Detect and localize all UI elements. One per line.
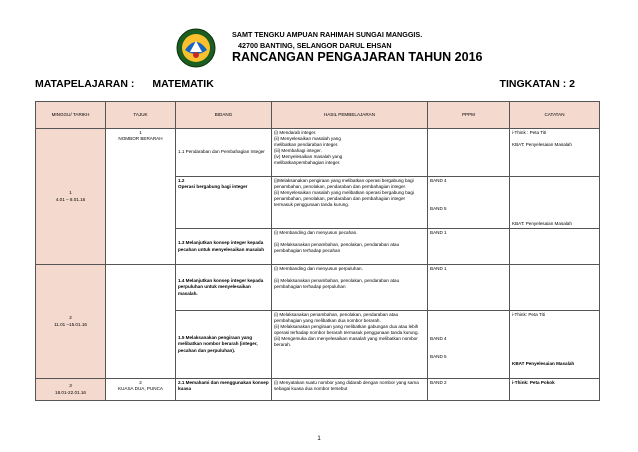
table-row <box>36 265 600 311</box>
notes-line: KBAT Penyelesaian Masalah <box>512 361 575 367</box>
week-date: 11.01 –15.01.16 <box>54 321 87 327</box>
pppm-band: BAND 4 <box>430 178 447 183</box>
week-cell <box>36 265 106 379</box>
pppm-band: BAND 5 <box>430 354 447 360</box>
topic-title: KUASA DUA, PUNCA <box>118 386 163 392</box>
notes-cell: KBAT: Penyelesaian Masalah <box>510 177 600 229</box>
notes-cell <box>510 265 600 311</box>
col-header-outcome: HASIL PEMBELAJARAN <box>272 102 428 129</box>
page-title: RANCANGAN PENGAJARAN TAHUN 2016 <box>232 50 483 64</box>
pppm-cell <box>428 177 510 229</box>
week-number: 1 <box>69 190 72 196</box>
notes-cell: i-Think : Peta Titi KBAT: Penyelesaian Masalah <box>510 129 600 177</box>
school-address <box>232 29 422 51</box>
pppm-cell <box>428 311 510 379</box>
page-number: 1 <box>317 436 321 442</box>
topic-cell <box>106 265 176 379</box>
subject-value: MATEMATIK <box>152 78 214 90</box>
week-date: 4.01 – 8.01.16 <box>55 196 86 202</box>
topic-number: 1 <box>139 130 142 135</box>
school-logo-icon <box>176 28 216 68</box>
col-header-field: BIDANG <box>176 102 272 129</box>
lesson-plan-table <box>35 101 600 401</box>
pppm-cell: BAND 1 <box>428 229 510 265</box>
field-cell: 1.5 Melaksanakan pengiraan yang melibatkan nombor berarah (integer, pecahan dan perpuluhan). <box>176 311 272 379</box>
col-header-notes: CATATAN <box>510 102 600 129</box>
field-cell: 1.3 Melanjutkan konsep integer kepada pecahan untuk menyelesaikan masalah <box>176 229 272 265</box>
subject-line <box>35 78 214 90</box>
topic-cell <box>106 129 176 265</box>
notes-line: i-Think: Peta Titi <box>512 312 545 317</box>
outcome-cell: (i)Melaksanakan pengiraan yang melibatkan operasi bergabung bagi penambahan, penolakan, pendaraban dan pembahagian integer. (ii) Menyelesaikan masalah yang melibatkan operasi bergabung bagi penambahan, penolakan, pendaraban dan pembahagian integer termasuk penggunaan tanda kurung. <box>272 177 428 229</box>
table-row <box>36 129 600 177</box>
field-cell: 1.2 Operasi bergabung bagi integer <box>176 177 272 229</box>
col-header-pppm: PPPM <box>428 102 510 129</box>
field-cell: 2.1 Memahami dan menggunakan konsep kuasa <box>176 379 272 401</box>
pppm-band: BAND 4 <box>430 336 447 341</box>
topic-cell <box>106 379 176 401</box>
pppm-cell <box>428 129 510 177</box>
table-row <box>36 379 600 401</box>
pppm-band: BAND 5 <box>430 206 447 212</box>
pppm-cell: BAND 1 <box>428 265 510 311</box>
pppm-cell: BAND 2 <box>428 379 510 401</box>
week-number: 2 <box>69 315 72 321</box>
outcome-cell: (i) Menyatakan suatu nombor yang didarab dengan nombor yang sama sebagai kuasa dua nombor tersebut <box>272 379 428 401</box>
week-date: 18.01-22.01.16 <box>55 389 86 395</box>
notes-cell <box>510 311 600 379</box>
outcome-cell: (i) Membanding dan menyusun pecahan. (ii) Melaksanakan penambahan, penolakan, pendaraban atau pembahagian terhadap pecahan <box>272 229 428 265</box>
col-header-topic: TAJUK <box>106 102 176 129</box>
col-header-week: MINGGU/ TARIKH <box>36 102 106 129</box>
table-header-row <box>36 102 600 129</box>
topic-title: NOMBOR BERARAH <box>118 136 163 142</box>
field-cell: 1.1 Pendaraban dan Pembahagian Integer <box>176 129 272 177</box>
topic-number: 2 <box>139 380 142 385</box>
outcome-cell: (i) Mendarab integer. (ii) Menyelesaikan masalah yang melibatkan pendaraban integer. (iii) Membahagi integer. (iv) Menyelesaikan masalah yang melibatkanpembahagian integer. <box>272 129 428 177</box>
field-cell: 1.4 Melanjutkan konsep integer kepada perpuluhan untuk menyelesaikan masalah. <box>176 265 272 311</box>
week-cell <box>36 379 106 401</box>
week-number: 3 <box>69 383 72 389</box>
week-cell <box>36 129 106 265</box>
outcome-cell: (i) Melaksanakan penambahan, penolakan, pendaraban atau pembahagian yang melibatkan dua nombor berarah. (ii) Melaksanakan pengiraan yang melibatkan gabungan dua atau lebih operasi terhadap nombor berarah termasuk penggunaan tanda kurung. (iii) Mengemuka dan menyelesaikan masalah yang melibatkan nombor berarah. <box>272 311 428 379</box>
outcome-cell: (i) Membanding dan menyusun perpuluhan. (ii) Melaksanakan penambahan, penolakan, pendaraban atau pembahagian terhadap perpuluhan <box>272 265 428 311</box>
notes-cell: i-Think: Peta Pokok <box>510 379 600 401</box>
subject-label: MATAPELAJARAN : <box>35 78 135 90</box>
form-level: TINGKATAN : 2 <box>499 78 575 90</box>
notes-cell <box>510 229 600 265</box>
school-postcode: 42700 BANTING, SELANGOR DARUL EHSAN <box>238 41 392 50</box>
school-name: SAMT TENGKU AMPUAN RAHIMAH SUNGAI MANGGIS. <box>232 30 423 39</box>
